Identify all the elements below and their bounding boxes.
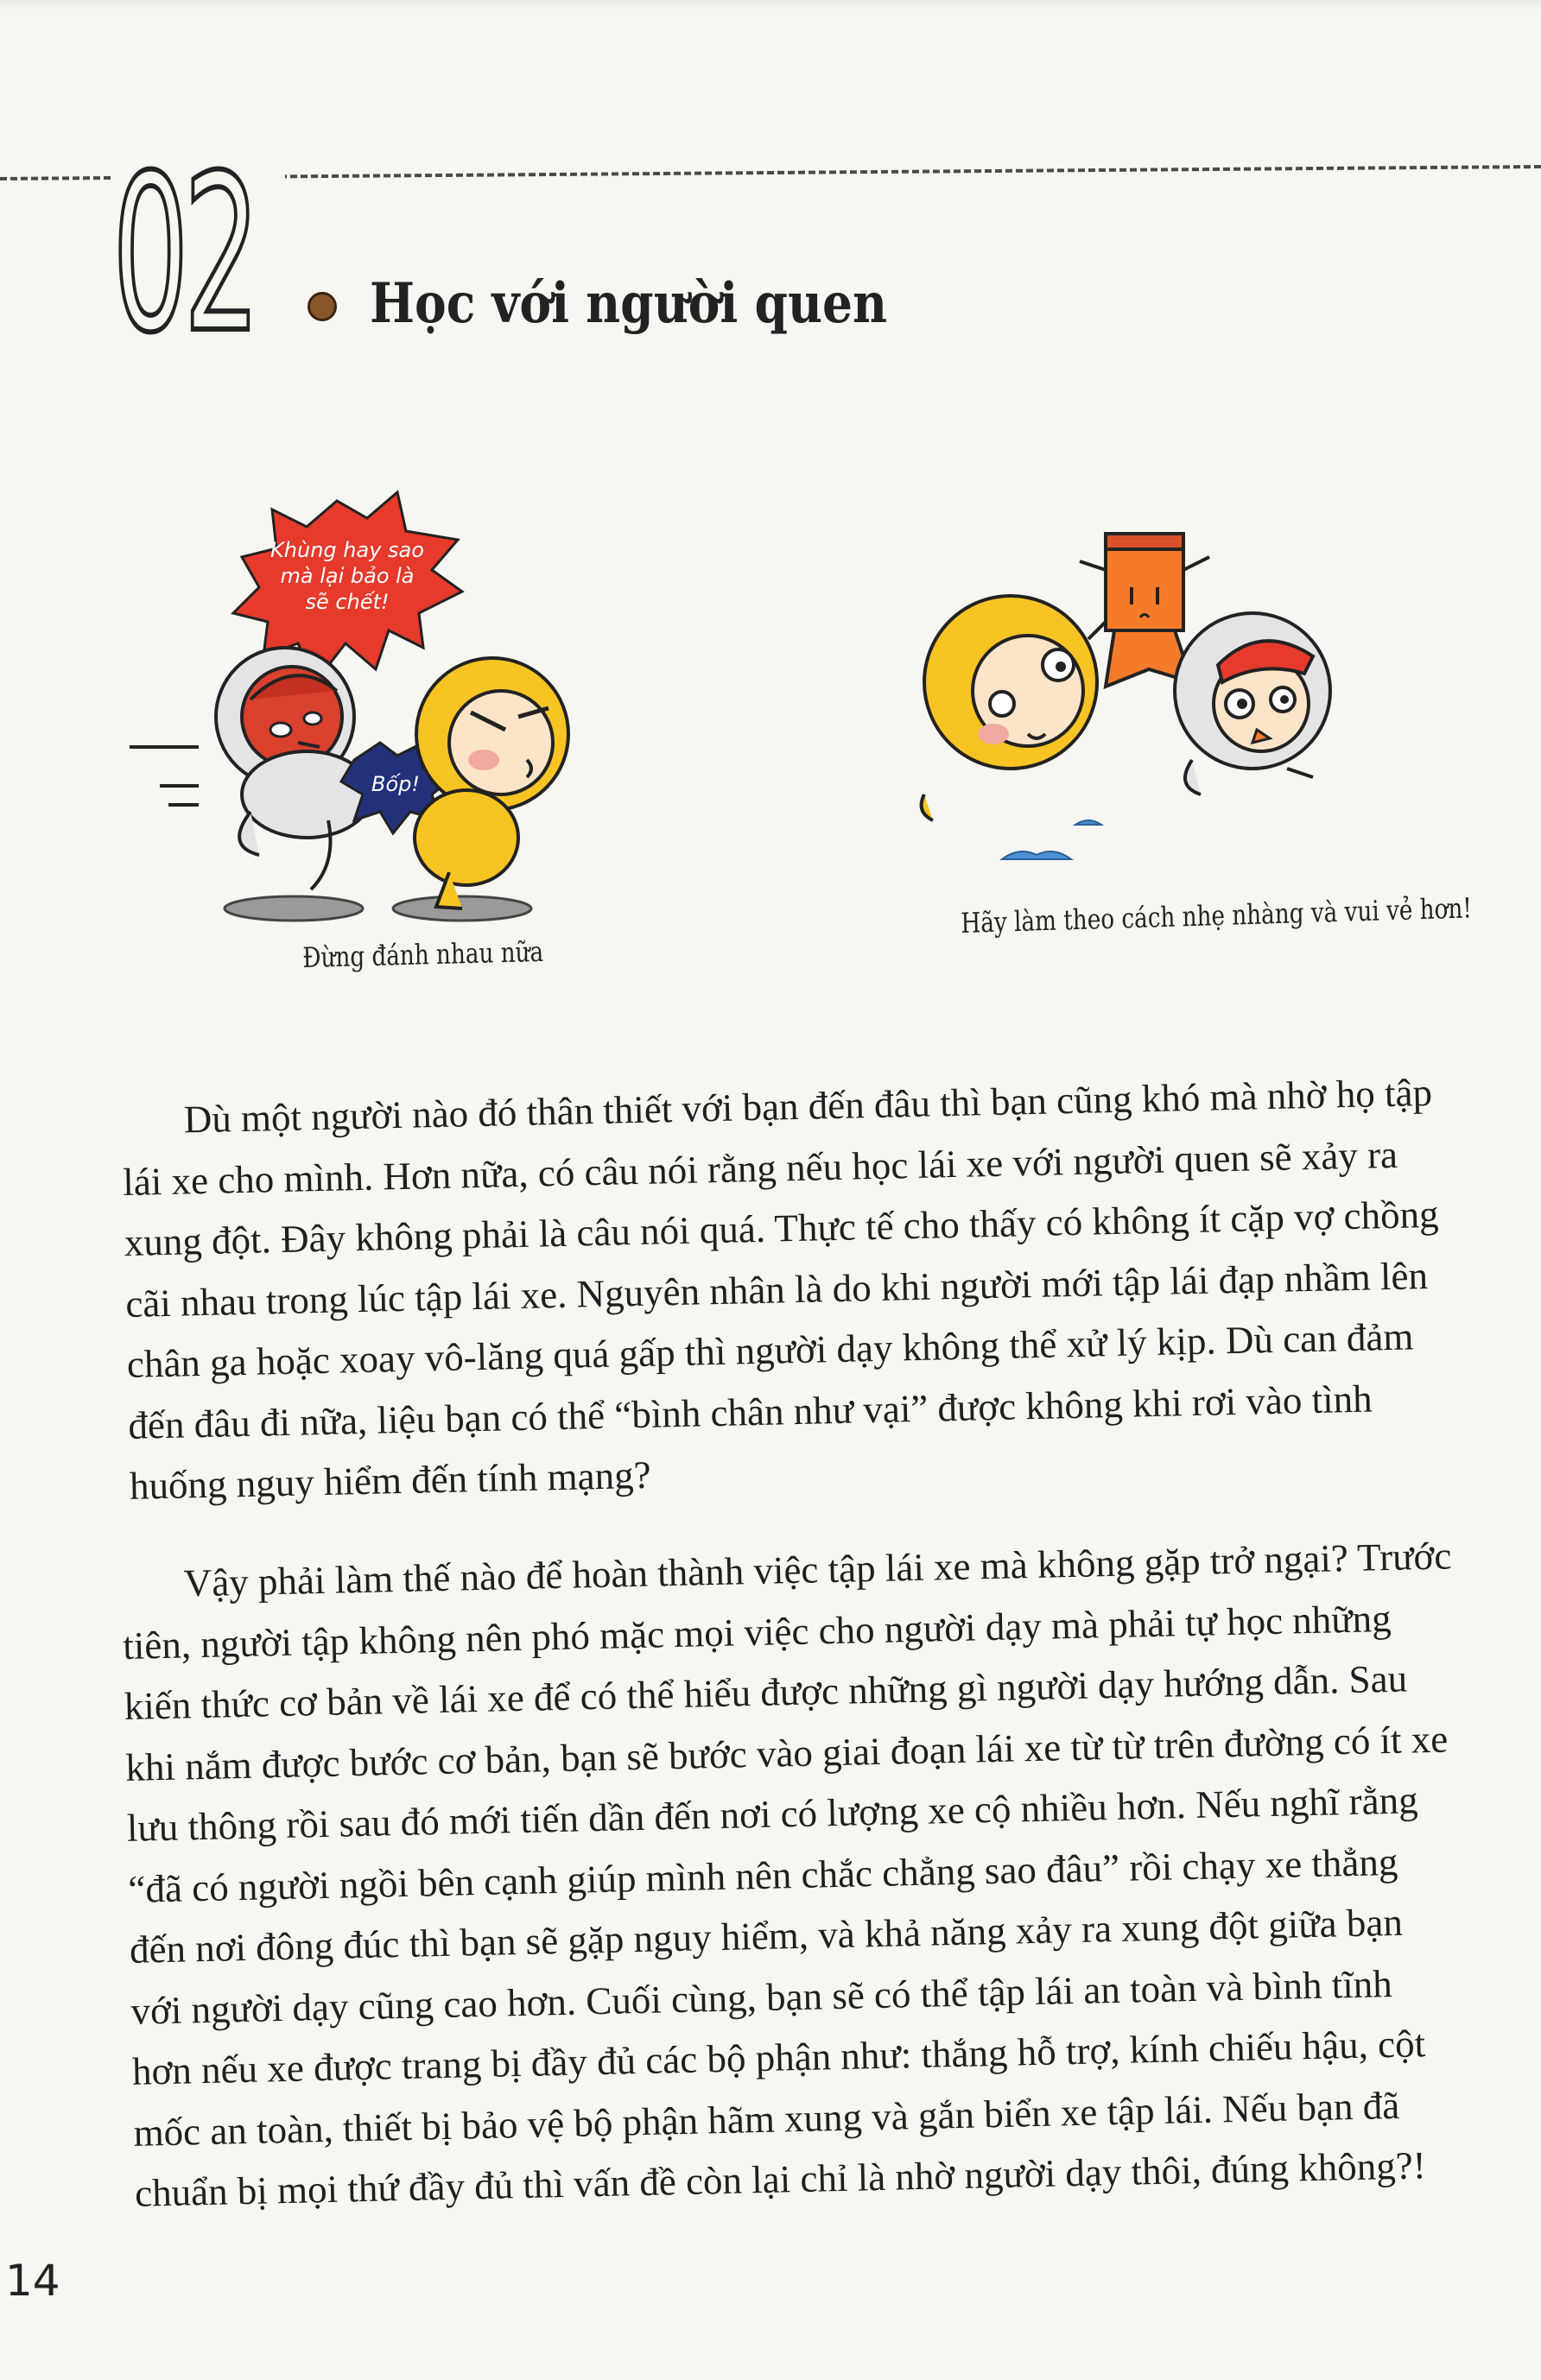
grey-character bbox=[1175, 613, 1330, 794]
speech-line-2: mà lại bảo là bbox=[280, 564, 415, 588]
shadow-left bbox=[225, 896, 363, 921]
friendly-characters-illustration bbox=[898, 518, 1468, 881]
puddle-2 bbox=[1075, 820, 1101, 825]
fighting-characters-illustration bbox=[121, 484, 605, 967]
body-paragraph-1: Dù một người nào đó thân thiết với bạn đến đâu thì bạn cũng khó mà nhờ họ tập lái xe cho mình. Hơn nữa, có câu nói rằng nếu học lái xe với người quen sẽ xảy ra xung đột. Đây không phải là câu nói quá. Thực tế cho thấy có không ít cặp vợ chồng cãi nhau trong lúc tập lái xe. Nguyên nhân là do khi người mới tập lái đạp nhầm lên chân ga hoặc xoay vô-lăng quá gấp thì người dạy không thể xử lý kịp. Dù can đảm đến đâu đi nữa, liệu bạn có thể “bình chân như vại” được không khi rơi vào tình huống nguy hiểm đến tính mạng? bbox=[122, 1070, 1440, 1508]
chapter-number: 02 bbox=[112, 155, 285, 354]
left-illustration-caption: Đừng đánh nhau nữa bbox=[302, 934, 544, 974]
page-top-edge bbox=[0, 0, 1541, 10]
bullet-dot-icon bbox=[308, 292, 337, 321]
speed-lines bbox=[130, 747, 199, 805]
right-illustration-caption: Hãy làm theo cách nhẹ nhàng và vui vẻ hơn! bbox=[961, 891, 1473, 940]
chapter-title: Học với người quen bbox=[370, 271, 887, 336]
sound-effect-label: Bốp! bbox=[371, 772, 421, 796]
yellow-character bbox=[922, 596, 1123, 820]
speech-line-3: sẽ chết! bbox=[305, 590, 390, 614]
body-paragraph-2: Vậy phải làm thế nào để hoàn thành việc tập lái xe mà không gặp trở ngại? Trước tiên, người tập không nên phó mặc mọi việc cho người dạy mà phải tự học những kiến thức cơ bản về lái xe để có thể hiểu được những gì người dạy hướng dẫn. Sau khi nắm được bước cơ bản, bạn sẽ bước vào giai đoạn lái xe từ từ trên đường có ít xe lưu thông rồi sau đó mới tiến dần đến nơi có lượng xe cộ nhiều hơn. Nếu nghĩ rằng “đã có người ngồi bên cạnh giúp mình nên chắc chẳng sao đâu” rồi chạy xe thẳng đến nơi đông đúc thì bạn sẽ gặp nguy hiểm, và khả năng xảy ra xung đột giữa bạn với người dạy cũng cao hơn. Cuối cùng, bạn sẽ có thể tập lái an toàn và bình tĩnh hơn nếu xe được trang bị đầy đủ các bộ phận như: thắng hỗ trợ, kính chiếu hậu, cột mốc an toàn, thiết bị bảo vệ bộ phận hãm xung và gắn biển xe tập lái. Nếu bạn đã chuẩn bị mọi thứ đầy đủ thì vấn đề còn lại chỉ là nhờ người dạy thôi, đúng không?! bbox=[122, 1534, 1452, 2215]
page-number: 14 bbox=[5, 2256, 60, 2306]
puddle-1 bbox=[1002, 851, 1071, 859]
hit-character bbox=[415, 658, 568, 908]
speech-line-1: Khùng hay sao bbox=[270, 538, 424, 562]
